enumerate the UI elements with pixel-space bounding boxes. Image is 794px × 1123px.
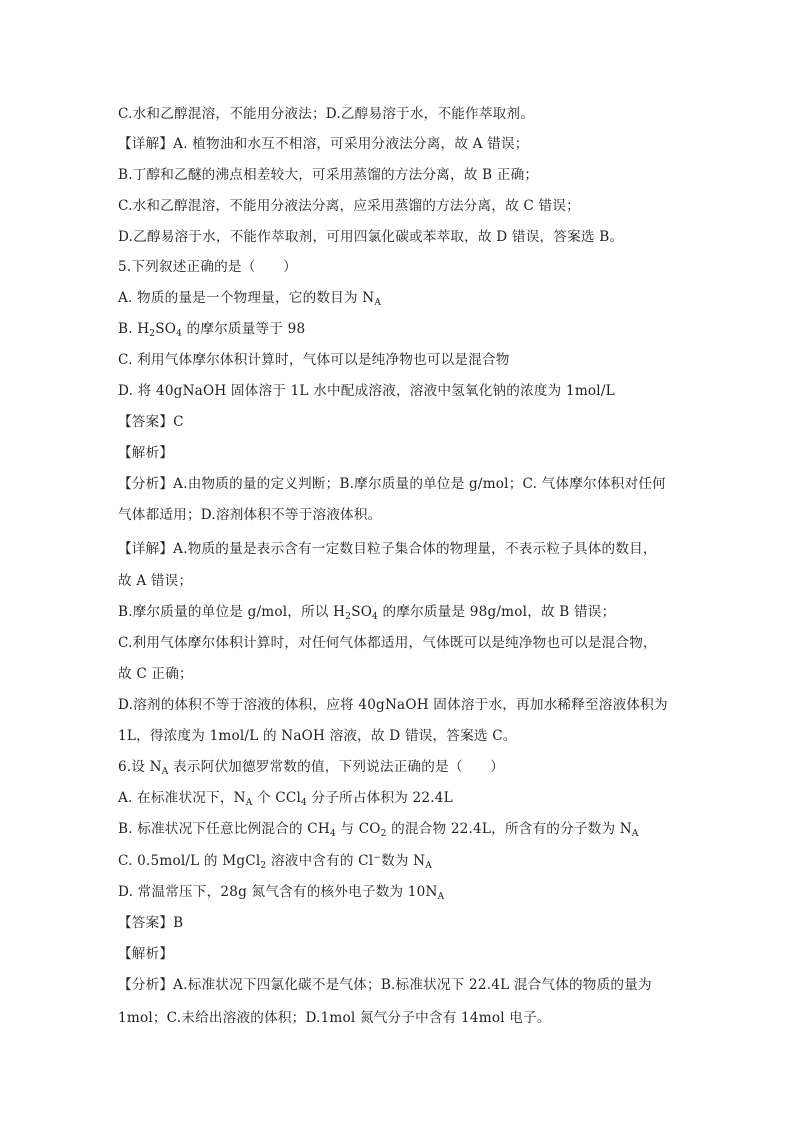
option-a: A. 物质的量是一个物理量，它的数目为 $N_A$: [118, 290, 382, 308]
text-line: 【详解】A. 植物油和水互不相溶，可采用分液法分离，故 A 错误；: [118, 136, 529, 152]
option-b: B. 标准状况下任意比例混合的 $CH_4$ 与 $CO_2$ 的混合物 22.4L，所含有的分子数为 $N_A$: [118, 821, 639, 839]
answer-label: 【答案】B: [118, 915, 184, 931]
text-line: D.溶剂的体积不等于溶液的体积，应将 40gNaOH 固体溶于水，再加水稀释至溶液体积为: [118, 697, 668, 713]
question-stem: 6.设 $N_A$ 表示阿伏加德罗常数的值，下列说法正确的是（ ）: [118, 759, 505, 777]
option-b: B. $H_2SO_4$ 的摩尔质量等于 98: [118, 321, 306, 339]
text-line: 故 A 错误；: [118, 573, 193, 589]
text-line: B.丁醇和乙醚的沸点相差较大，可采用蒸馏的方法分离，故 B 正确；: [118, 167, 539, 183]
answer-label: 【答案】C: [118, 414, 184, 430]
option-a: A. 在标准状况下，$N_A$ 个 CCl$_4$ 分子所占体积为 22.4L: [118, 790, 453, 808]
option-d: D. 将 40gNaOH 固体溶于 1L 水中配成溶液，溶液中氢氧化钠的浓度为 1mol/L: [118, 383, 615, 399]
text-line: 气体都适用；D.溶剂体积不等于溶液体积。: [118, 507, 382, 523]
text-line: B.摩尔质量的单位是 g/mol，所以 $H_2SO_4$ 的摩尔质量是 98g/mol，故 B 错误；: [118, 604, 616, 622]
text-line: 1mol；C.未给出溶液的体积；D.1mol 氮气分子中含有 14mol 电子。: [118, 1010, 551, 1026]
text-line: 【分析】A.标准状况下四氯化碳不是气体；B.标准状况下 22.4L 混合气体的物质的量为: [118, 977, 652, 993]
text-line: C.水和乙醇混溶，不能用分液法分离，应采用蒸馏的方法分离，故 C 错误；: [118, 198, 580, 214]
text-line: D.乙醇易溶于水，不能作萃取剂，可用四氯化碳或苯萃取，故 D 错误，答案选 B。: [118, 229, 624, 245]
text-line: 【分析】A.由物质的量的定义判断；B.摩尔质量的单位是 g/mol；C. 气体摩尔体积对任何: [118, 476, 666, 492]
text-line: 【详解】A.物质的量是表示含有一定数目粒子集合体的物理量，不表示粒子具体的数目，: [118, 541, 657, 557]
question-stem: 5.下列叙述正确的是（ ）: [118, 259, 297, 275]
text-line: C.水和乙醇混溶，不能用分液法；D.乙醇易溶于水，不能作萃取剂。: [118, 106, 534, 122]
text-line: C.利用气体摩尔体积计算时，对任何气体都适用，气体既可以是纯净物也可以是混合物，: [118, 635, 657, 651]
option-c: C. 利用气体摩尔体积计算时，气体可以是纯净物也可以是混合物: [118, 352, 510, 368]
analysis-heading: 【解析】: [118, 946, 174, 962]
option-c: C. 0.5mol/L 的 MgCl$_2$ 溶液中含有的 Cl−数为 $N_A$: [118, 853, 432, 871]
option-d: D. 常温常压下，28g 氮气含有的核外电子数为 $10N_A$: [118, 884, 445, 902]
analysis-heading: 【解析】: [118, 445, 174, 461]
text-line: 故 C 正确；: [118, 666, 193, 682]
text-line: 1L，得浓度为 1mol/L 的 NaOH 溶液，故 D 错误，答案选 C。: [118, 728, 517, 744]
